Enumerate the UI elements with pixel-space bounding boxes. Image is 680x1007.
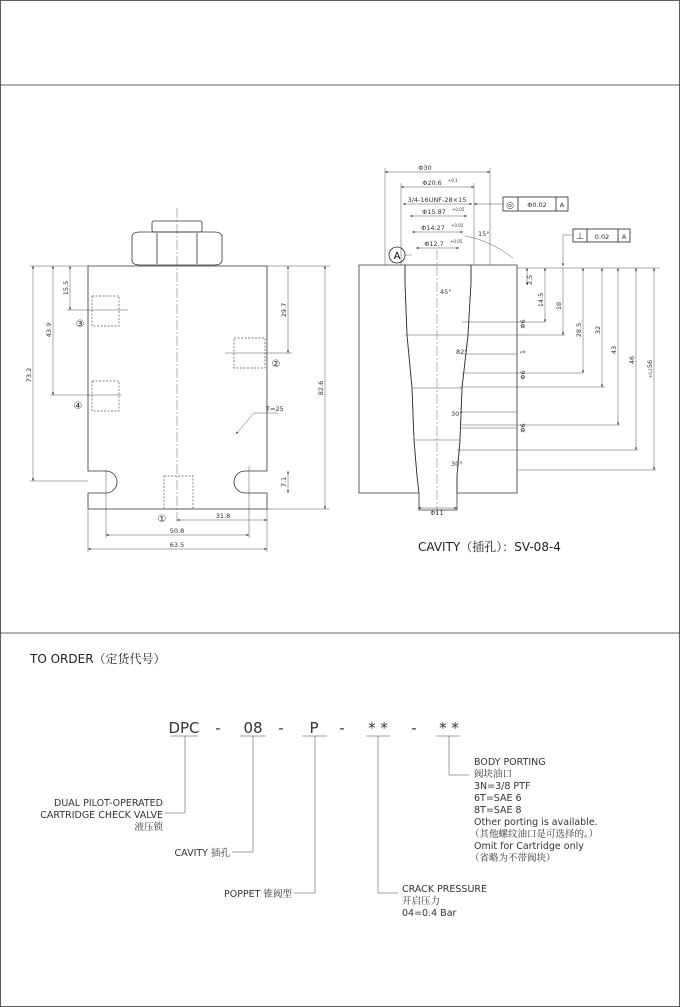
svg-text:开启压力: 开启压力: [402, 896, 441, 907]
sheet-frame: [0, 1, 680, 1007]
svg-text:3N=3/8 PTF: 3N=3/8 PTF: [474, 781, 531, 792]
svg-text:Φ15.87: Φ15.87: [422, 208, 446, 216]
svg-text:+0.05: +0.05: [452, 207, 465, 212]
svg-text:Φ30: Φ30: [418, 164, 432, 172]
svg-text:DUAL PILOT-OPERATED: DUAL PILOT-OPERATED: [54, 798, 163, 809]
cavity-section-view: [359, 164, 660, 554]
cavity-desc: CAVITY 插孔: [174, 848, 230, 859]
dim-15-5: 15.5: [62, 280, 70, 296]
poppet-desc: POPPET 锥阀型: [224, 889, 292, 900]
svg-text:82°: 82°: [456, 348, 468, 356]
svg-text:-: -: [215, 719, 221, 737]
svg-text:Φ6: Φ6: [519, 423, 527, 433]
svg-text:6T=SAE 6: 6T=SAE 6: [474, 793, 522, 804]
svg-text:（其他螺纹油口是可选择的。）: （其他螺纹油口是可选择的。）: [470, 829, 599, 840]
code-poppet: P: [309, 719, 319, 737]
dim-73-2: 73.2: [25, 367, 33, 383]
port-4-label: ④: [73, 401, 83, 412]
perpendicularity-frame: [563, 229, 630, 266]
svg-text:3/4-16UNF-28×15: 3/4-16UNF-28×15: [407, 196, 467, 204]
dim-43-9: 43.9: [45, 322, 53, 338]
dim-82-6: 82.6: [317, 380, 325, 396]
svg-text:CARTRIDGE CHECK VALVE: CARTRIDGE CHECK VALVE: [40, 810, 163, 821]
svg-text:18: 18: [555, 301, 563, 311]
svg-text:阀块油口: 阀块油口: [474, 769, 513, 780]
svg-text:8T=SAE 8: 8T=SAE 8: [474, 805, 522, 816]
svg-text:04=0.4 Bar: 04=0.4 Bar: [402, 908, 457, 919]
svg-text:28.5: 28.5: [575, 322, 583, 338]
dim-31-8: 31.8: [215, 512, 231, 520]
svg-text:Φ0.02: Φ0.02: [527, 201, 547, 209]
svg-text:45°: 45°: [440, 288, 452, 296]
svg-text:32: 32: [594, 325, 602, 335]
port-3-label: ③: [75, 319, 85, 330]
svg-text:43: 43: [610, 345, 618, 355]
svg-text:BODY PORTING: BODY PORTING: [474, 757, 546, 768]
svg-text:-: -: [339, 719, 345, 737]
dim-63-5: 63.5: [169, 541, 185, 549]
valve-body: [88, 266, 267, 509]
perpendicularity-icon: ⊥: [576, 232, 584, 242]
svg-text:-: -: [278, 719, 284, 737]
port-2-label: ②: [271, 359, 281, 370]
datum-a-label: A: [393, 251, 401, 262]
valve-front-view: [25, 208, 330, 552]
hidden-ports: [92, 296, 265, 509]
svg-text:Φ12.7: Φ12.7: [424, 240, 444, 248]
dim-50-8: 50.8: [169, 527, 185, 535]
svg-text:14.5: 14.5: [537, 292, 545, 308]
thickness-label: T=25: [266, 405, 284, 413]
cavity-title: CAVITY（插孔）：SV-08-4: [418, 540, 561, 554]
code-crack: * *: [368, 719, 388, 737]
svg-text:Φ11: Φ11: [430, 509, 444, 517]
svg-text:56: 56: [646, 359, 654, 369]
port-1-label: ①: [157, 514, 167, 525]
code-model: DPC: [168, 719, 200, 737]
svg-text:A: A: [621, 233, 627, 241]
dim-7-1: 7.1: [280, 476, 288, 488]
svg-text:2.5: 2.5: [526, 274, 534, 286]
svg-text:+0.2: +0.2: [648, 368, 653, 378]
svg-text:30°: 30°: [451, 460, 463, 468]
concentricity-frame: [503, 197, 568, 211]
svg-text:1: 1: [519, 349, 527, 355]
svg-text:（省略为不带阀块）: （省略为不带阀块）: [470, 853, 556, 864]
svg-text:Other porting is available.: Other porting is available.: [474, 817, 598, 828]
svg-text:Φ20.6: Φ20.6: [422, 179, 442, 187]
svg-text:Φ14.27: Φ14.27: [421, 224, 445, 232]
svg-text:+0.05: +0.05: [450, 239, 463, 244]
svg-text:0.02: 0.02: [594, 233, 610, 241]
svg-text:CRACK PRESSURE: CRACK PRESSURE: [402, 884, 488, 895]
svg-text:-: -: [411, 719, 417, 737]
svg-text:A: A: [559, 201, 565, 209]
concentricity-icon: ◎: [506, 201, 514, 211]
svg-text:液压锁: 液压锁: [134, 822, 163, 833]
order-title: TO ORDER（定货代号）: [30, 652, 166, 666]
code-cavity: 08: [243, 719, 263, 737]
svg-text:15°: 15°: [478, 230, 490, 238]
dim-29-7: 29.7: [280, 302, 288, 318]
svg-text:46: 46: [628, 355, 636, 365]
order-code: [168, 719, 459, 737]
svg-text:Omit for Cartridge only: Omit for Cartridge only: [474, 841, 584, 852]
order-code-section: [29, 651, 598, 919]
svg-text:30°: 30°: [451, 410, 463, 418]
code-porting: * *: [439, 719, 459, 737]
svg-text:+0.1: +0.1: [448, 178, 458, 183]
svg-text:Φ6: Φ6: [519, 319, 527, 329]
svg-text:+0.05: +0.05: [451, 223, 464, 228]
svg-text:Φ6: Φ6: [519, 370, 527, 380]
